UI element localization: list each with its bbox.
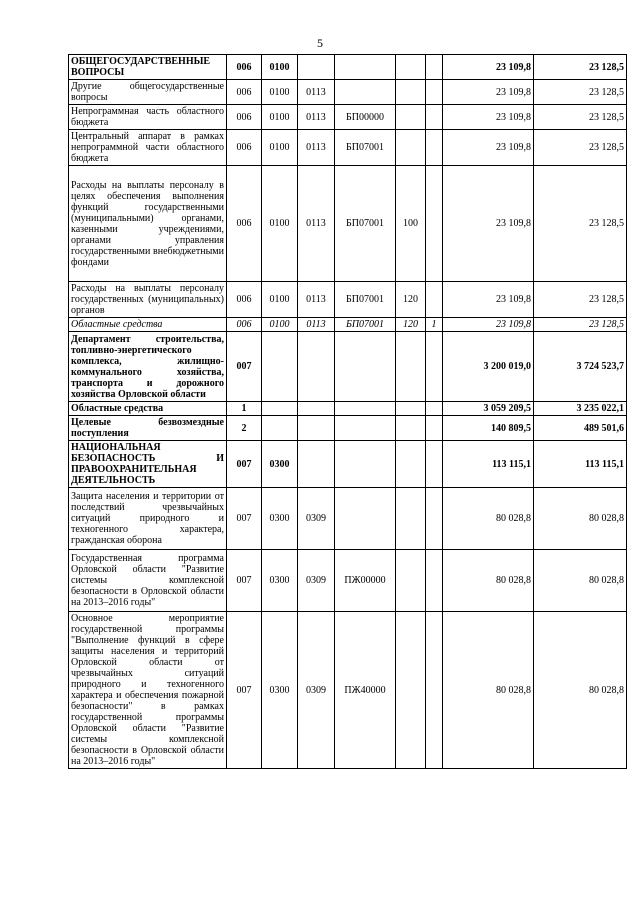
code-ministry: 006 xyxy=(227,282,262,318)
row-name: Областные средства xyxy=(69,402,227,416)
code-source xyxy=(426,282,443,318)
code-subsection: 0113 xyxy=(298,318,335,332)
code-ministry: 006 xyxy=(227,318,262,332)
row-name: Государственная программа Орловской области "Развитие системы комплексной безопасности в Орловской области на 2013–2016 годы" xyxy=(69,550,227,612)
code-source xyxy=(426,550,443,612)
code-target-article: ПЖ00000 xyxy=(335,550,396,612)
amount-year-2: 23 128,5 xyxy=(534,55,627,80)
code-source xyxy=(426,402,443,416)
code-expense-type xyxy=(396,130,426,166)
code-source xyxy=(426,441,443,488)
code-source: 1 xyxy=(426,318,443,332)
code-subsection: 0113 xyxy=(298,105,335,130)
amount-year-2: 23 128,5 xyxy=(534,318,627,332)
code-ministry: 006 xyxy=(227,55,262,80)
code-expense-type xyxy=(396,80,426,105)
table-row xyxy=(69,166,627,282)
amount-year-1: 23 109,8 xyxy=(443,105,534,130)
amount-year-1: 80 028,8 xyxy=(443,488,534,550)
code-section: 0100 xyxy=(262,105,298,130)
code-subsection: 0113 xyxy=(298,80,335,105)
amount-year-2: 23 128,5 xyxy=(534,80,627,105)
table-row xyxy=(69,130,627,166)
code-target-article: ПЖ40000 xyxy=(335,612,396,769)
code-expense-type xyxy=(396,416,426,441)
code-expense-type xyxy=(396,550,426,612)
code-ministry: 006 xyxy=(227,166,262,282)
amount-year-1: 23 109,8 xyxy=(443,55,534,80)
amount-year-2: 80 028,8 xyxy=(534,612,627,769)
code-target-article xyxy=(335,80,396,105)
page-number: 5 xyxy=(317,36,323,50)
amount-year-1: 23 109,8 xyxy=(443,166,534,282)
row-name: Центральный аппарат в рамках непрограммной части областного бюджета xyxy=(69,130,227,166)
code-subsection: 0113 xyxy=(298,166,335,282)
code-section xyxy=(262,332,298,402)
code-subsection xyxy=(298,332,335,402)
code-expense-type xyxy=(396,612,426,769)
code-section: 0100 xyxy=(262,55,298,80)
code-target-article: БП07001 xyxy=(335,166,396,282)
code-ministry: 007 xyxy=(227,332,262,402)
amount-year-1: 3 200 019,0 xyxy=(443,332,534,402)
code-ministry: 007 xyxy=(227,612,262,769)
amount-year-1: 140 809,5 xyxy=(443,416,534,441)
code-source xyxy=(426,80,443,105)
code-section: 0100 xyxy=(262,166,298,282)
table-row xyxy=(69,612,627,769)
code-target-article xyxy=(335,441,396,488)
code-source xyxy=(426,488,443,550)
code-subsection: 0309 xyxy=(298,488,335,550)
code-section: 0100 xyxy=(262,130,298,166)
code-target-article xyxy=(335,402,396,416)
code-ministry: 1 xyxy=(227,402,262,416)
code-subsection xyxy=(298,441,335,488)
code-target-article: БП07001 xyxy=(335,130,396,166)
amount-year-1: 80 028,8 xyxy=(443,612,534,769)
code-section: 0300 xyxy=(262,488,298,550)
amount-year-2: 23 128,5 xyxy=(534,166,627,282)
code-subsection xyxy=(298,402,335,416)
budget-table xyxy=(68,54,627,769)
table-row xyxy=(69,318,627,332)
amount-year-1: 23 109,8 xyxy=(443,282,534,318)
row-name: Основное мероприятие государственной программы "Выполнение функций в сфере защиты населения и территорий Орловской области от чрезвычайных ситуаций природного и техногенного характера и обеспечения пожарной безопасности" в рамках государственной программы Орловской области "Развитие системы комплексной безопасности в Орловской области на 2013–2016 годы" xyxy=(69,612,227,769)
row-name: Другие общегосударственные вопросы xyxy=(69,80,227,105)
code-section xyxy=(262,402,298,416)
table-row xyxy=(69,55,627,80)
table-row xyxy=(69,105,627,130)
code-section: 0300 xyxy=(262,441,298,488)
table-row xyxy=(69,441,627,488)
code-section xyxy=(262,416,298,441)
code-section: 0300 xyxy=(262,550,298,612)
amount-year-2: 80 028,8 xyxy=(534,550,627,612)
code-expense-type xyxy=(396,488,426,550)
amount-year-2: 3 724 523,7 xyxy=(534,332,627,402)
amount-year-1: 23 109,8 xyxy=(443,318,534,332)
code-source xyxy=(426,416,443,441)
code-target-article: БП00000 xyxy=(335,105,396,130)
table-row xyxy=(69,80,627,105)
code-target-article xyxy=(335,55,396,80)
code-source xyxy=(426,105,443,130)
code-source xyxy=(426,332,443,402)
code-section: 0300 xyxy=(262,612,298,769)
amount-year-2: 23 128,5 xyxy=(534,130,627,166)
amount-year-2: 23 128,5 xyxy=(534,105,627,130)
table-row xyxy=(69,332,627,402)
amount-year-2: 113 115,1 xyxy=(534,441,627,488)
code-subsection xyxy=(298,416,335,441)
code-ministry: 007 xyxy=(227,488,262,550)
code-expense-type xyxy=(396,105,426,130)
row-name: ОБЩЕГОСУДАРСТВЕННЫЕ ВОПРОСЫ xyxy=(69,55,227,80)
table-row xyxy=(69,402,627,416)
amount-year-1: 23 109,8 xyxy=(443,80,534,105)
row-name: Целевые безвозмездные поступления xyxy=(69,416,227,441)
code-expense-type xyxy=(396,441,426,488)
code-subsection xyxy=(298,55,335,80)
code-subsection: 0113 xyxy=(298,282,335,318)
code-expense-type: 120 xyxy=(396,318,426,332)
code-source xyxy=(426,55,443,80)
code-source xyxy=(426,612,443,769)
code-section: 0100 xyxy=(262,80,298,105)
row-name: Защита населения и территории от последствий чрезвычайных ситуаций природного и техногенного характера, гражданская оборона xyxy=(69,488,227,550)
row-name: Непрограммная часть областного бюджета xyxy=(69,105,227,130)
code-target-article xyxy=(335,488,396,550)
code-expense-type xyxy=(396,55,426,80)
code-ministry: 006 xyxy=(227,105,262,130)
table-row xyxy=(69,416,627,441)
code-expense-type: 120 xyxy=(396,282,426,318)
amount-year-1: 113 115,1 xyxy=(443,441,534,488)
code-source xyxy=(426,166,443,282)
table-row xyxy=(69,282,627,318)
code-section: 0100 xyxy=(262,282,298,318)
code-ministry: 006 xyxy=(227,130,262,166)
code-ministry: 007 xyxy=(227,441,262,488)
row-name: Департамент строительства, топливно-энергетического комплекса, жилищно-коммунального хозяйства, транспорта и дорожного хозяйства Орловской области xyxy=(69,332,227,402)
code-expense-type: 100 xyxy=(396,166,426,282)
table-row xyxy=(69,488,627,550)
row-name: НАЦИОНАЛЬНАЯ БЕЗОПАСНОСТЬ И ПРАВООХРАНИТЕЛЬНАЯ ДЕЯТЕЛЬНОСТЬ xyxy=(69,441,227,488)
table-row xyxy=(69,550,627,612)
code-ministry: 2 xyxy=(227,416,262,441)
amount-year-2: 3 235 022,1 xyxy=(534,402,627,416)
row-name: Областные средства xyxy=(69,318,227,332)
code-expense-type xyxy=(396,402,426,416)
code-target-article xyxy=(335,332,396,402)
amount-year-1: 3 059 209,5 xyxy=(443,402,534,416)
amount-year-1: 80 028,8 xyxy=(443,550,534,612)
row-name: Расходы на выплаты персоналу государственных (муниципальных) органов xyxy=(69,282,227,318)
code-expense-type xyxy=(396,332,426,402)
row-name: Расходы на выплаты персоналу в целях обеспечения выполнения функций государственными (муниципальными) органами, казенными учреждениями, органами управления государственными внебюджетными фондами xyxy=(69,166,227,282)
code-target-article xyxy=(335,416,396,441)
code-ministry: 007 xyxy=(227,550,262,612)
code-subsection: 0309 xyxy=(298,612,335,769)
code-subsection: 0309 xyxy=(298,550,335,612)
code-source xyxy=(426,130,443,166)
amount-year-2: 489 501,6 xyxy=(534,416,627,441)
code-target-article: БП07001 xyxy=(335,318,396,332)
code-ministry: 006 xyxy=(227,80,262,105)
amount-year-1: 23 109,8 xyxy=(443,130,534,166)
amount-year-2: 80 028,8 xyxy=(534,488,627,550)
code-section: 0100 xyxy=(262,318,298,332)
amount-year-2: 23 128,5 xyxy=(534,282,627,318)
code-target-article: БП07001 xyxy=(335,282,396,318)
code-subsection: 0113 xyxy=(298,130,335,166)
